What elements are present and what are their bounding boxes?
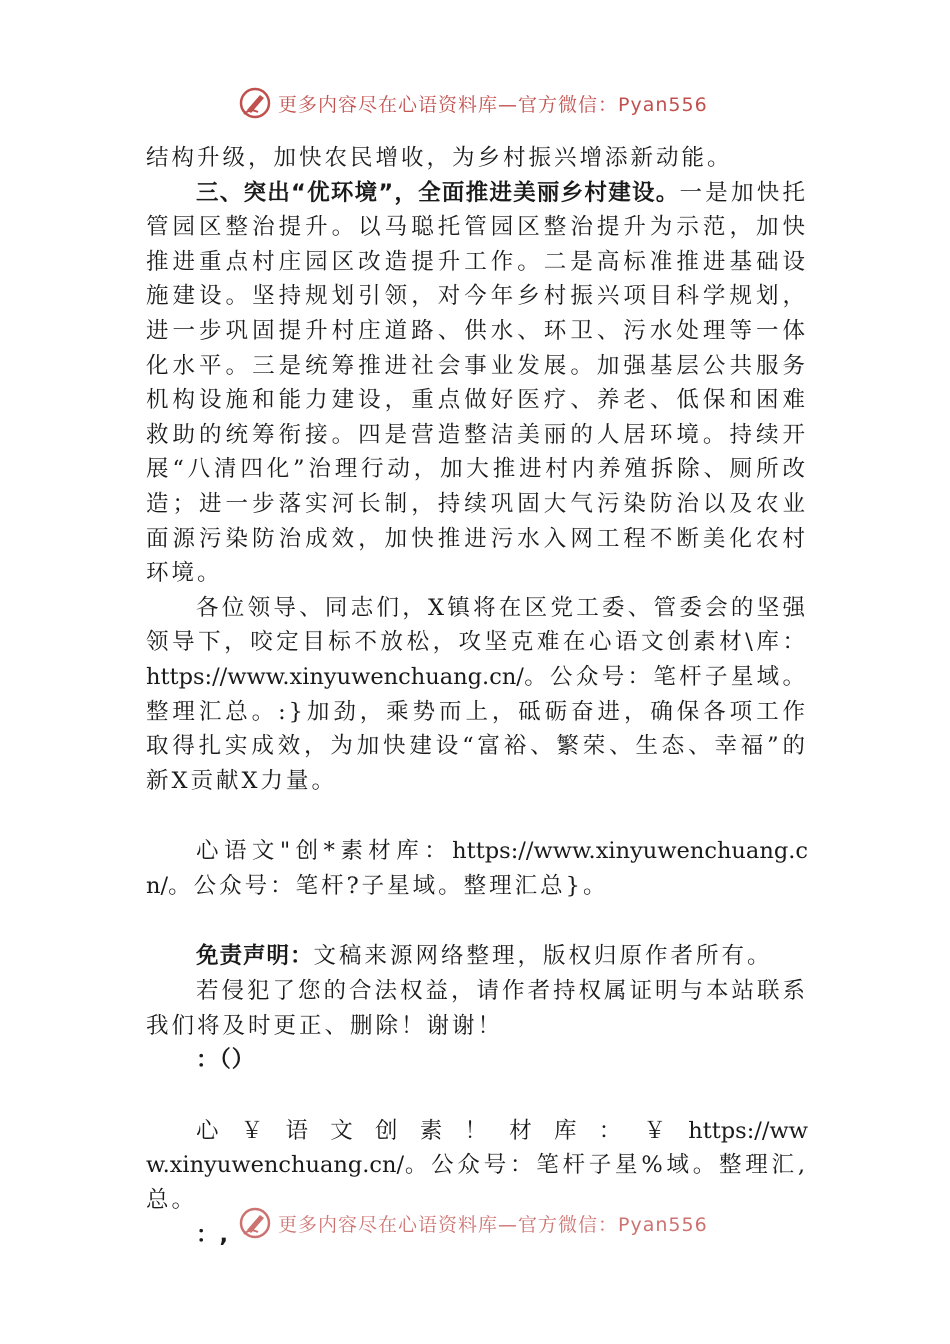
url-text: https://www.xinyuwenchuang.cn/ [146, 838, 808, 899]
paragraph-text: 。公众号：笔杆?子星域。整理汇总}。 [168, 872, 609, 899]
watermark-text: 更多内容尽在心语资料库—官方微信：Pyan556 [278, 1213, 708, 1236]
header-watermark [238, 86, 708, 120]
paragraph-text: 。公众号：笔杆子星%域。整理汇,总。 [146, 1152, 808, 1214]
footer-watermark [238, 1206, 708, 1240]
document-body [146, 141, 808, 1252]
paragraph-text: 各位领导、同志们，X镇将在区党工委、管委会的坚强领导下，咬定目标不放松，攻坚克难在心语文创素材\库： [146, 594, 808, 656]
paragraph: 若侵犯了您的合法权益，请作者持权属证明与本站联系我们将及时更正、删除！谢谢！ [146, 978, 809, 1039]
paragraph: ：, [196, 1221, 230, 1248]
pen-logo-icon [238, 86, 272, 120]
paragraph-text: 心￥语文创素！材库：￥ [196, 1117, 689, 1144]
paragraph: 结构升级，加快农民增收，为乡村振兴增添新动能。 [146, 145, 733, 171]
disclaimer-label: 免责声明： [196, 943, 314, 970]
paragraph [146, 176, 808, 591]
paragraph-text: 。公众号：笔杆子星域。整理汇总。:}加劲，乘势而上，砥砺奋进，确保各项工作取得扎实成效，为加快建设“富裕、繁荣、生态、幸福”的新X贡献X力量。 [146, 663, 808, 794]
paragraph [146, 1114, 808, 1218]
paragraph [146, 939, 808, 974]
paragraph [146, 591, 808, 799]
pen-logo-icon [238, 1206, 272, 1240]
section-heading: 三、突出“优环境”，全面推进美丽乡村建设。 [196, 179, 680, 206]
paragraph-text: 心语文"创*素材库： [196, 838, 453, 865]
url-text: https://www.xinyuwenchuang.cn/ [146, 663, 524, 690]
paragraph [146, 834, 808, 903]
disclaimer-text: 文稿来源网络整理，版权归原作者所有。 [313, 943, 773, 970]
watermark-text: 更多内容尽在心语资料库—官方微信：Pyan556 [278, 93, 708, 116]
url-text: https://www.xinyuwenchuang.cn/ [146, 1117, 808, 1179]
paragraph-text: 一是加快托管园区整治提升。以马聪托管园区整治提升为示范，加快推进重点村庄园区改造提升工作。二是高标准推进基础设施建设。坚持规划引领，对今年乡村振兴项目科学规划，进一步巩固提升村庄道路、供水、环卫、污水处理等一体化水平。三是统筹推进社会事业发展。加强基层公共服务机构设施和能力建设，重点做好医疗、养老、低保和困难救助的统筹衔接。四是营造整洁美丽的人居环境。持续开展“八清四化”治理行动，加大推进村内养殖拆除、厕所改造；进一步落实河长制，持续巩固大气污染防治以及农业面源污染防治成效，加快推进污水入网工程不断美化农村环境。 [146, 179, 808, 587]
paragraph: ：（） [196, 1047, 256, 1074]
